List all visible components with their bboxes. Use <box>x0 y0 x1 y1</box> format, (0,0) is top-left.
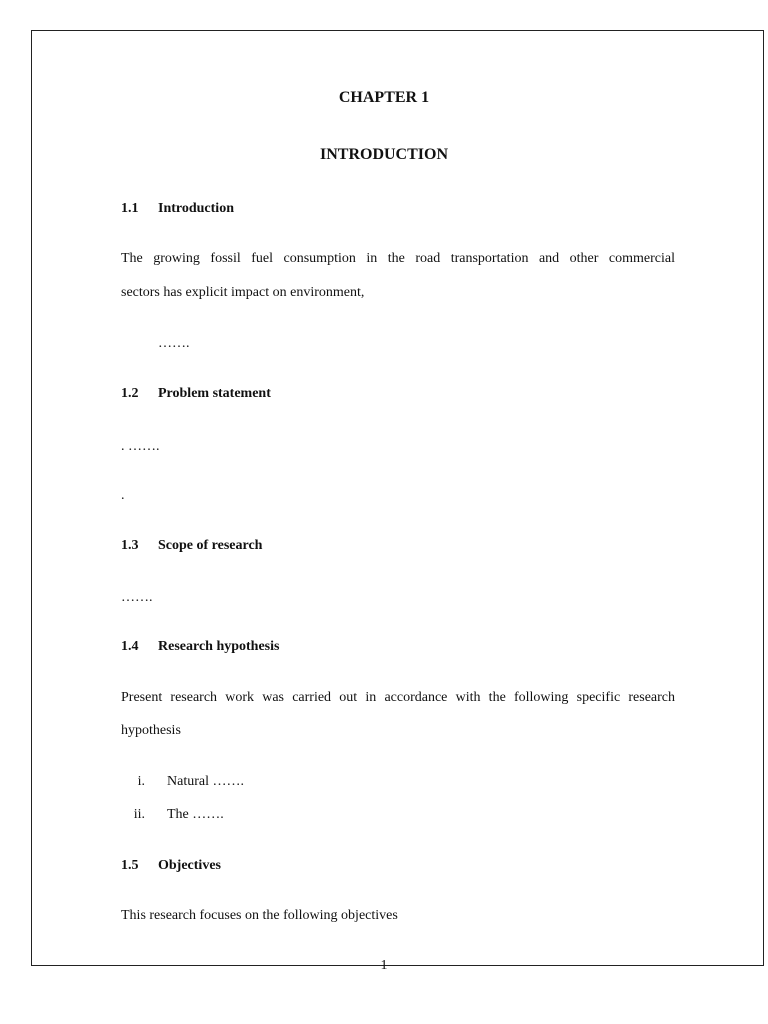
section-heading-1-1 <box>121 201 234 217</box>
section-title: Introduction <box>158 201 234 216</box>
body-text: . <box>121 488 125 503</box>
section-number: 1.2 <box>121 386 139 401</box>
chapter-label: CHAPTER 1 <box>338 89 430 106</box>
paragraph-line: The growing fossil fuel consumption in the road transportation and other commercial <box>121 251 675 266</box>
section-title: Objectives <box>158 858 221 873</box>
page-number: 1 <box>380 958 388 973</box>
list-marker: i. <box>137 774 145 789</box>
paragraph-line: sectors has explicit impact on environment, <box>121 285 365 300</box>
section-title: Scope of research <box>158 538 263 553</box>
section-number: 1.4 <box>121 639 139 654</box>
section-title: Problem statement <box>158 386 271 401</box>
section-number: 1.5 <box>121 858 139 873</box>
section-number: 1.1 <box>121 201 139 216</box>
ellipsis-text: ……. <box>158 336 190 351</box>
list-item <box>121 807 224 823</box>
section-title: Research hypothesis <box>158 639 280 654</box>
list-item-text: The ……. <box>167 807 224 822</box>
chapter-title: INTRODUCTION <box>319 146 448 163</box>
section-number: 1.3 <box>121 538 139 553</box>
paragraph-line: hypothesis <box>121 723 181 738</box>
list-item <box>121 774 244 790</box>
section-heading-1-5 <box>121 858 221 874</box>
paragraph-line: Present research work was carried out in accordance with the following specific research <box>121 690 675 705</box>
list-item-text: Natural ……. <box>167 774 244 789</box>
page-border <box>31 30 764 966</box>
section-heading-1-3 <box>121 538 262 554</box>
paragraph-line: This research focuses on the following objectives <box>121 908 398 923</box>
list-marker: ii. <box>133 807 145 822</box>
ellipsis-text: ……. <box>121 590 153 605</box>
section-heading-1-2 <box>121 386 271 402</box>
section-heading-1-4 <box>121 639 279 655</box>
ellipsis-text: . ……. <box>121 439 160 454</box>
